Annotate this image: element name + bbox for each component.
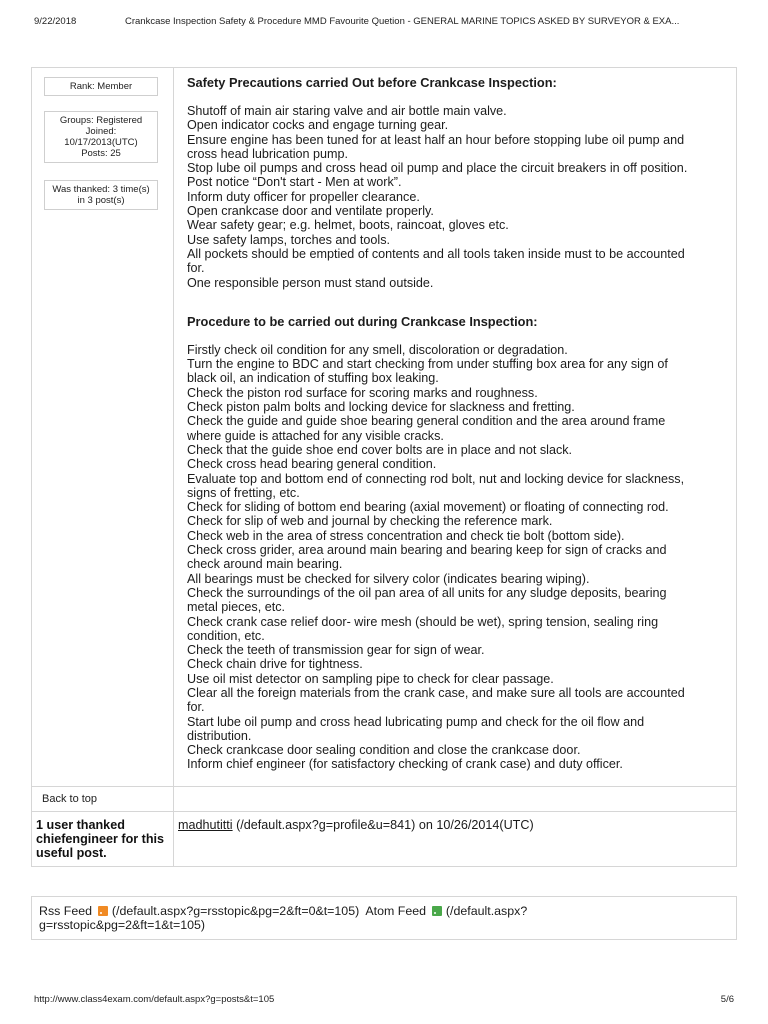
post-line: metal pieces, etc. [187, 600, 285, 615]
post-line: Post notice “Don't start - Men at work”. [187, 175, 402, 190]
post-line: Check cross head bearing general condition. [187, 457, 437, 472]
post-line: Evaluate top and bottom end of connecting rod bolt, nut and locking device for slackness, [187, 471, 685, 486]
post-line: Check the guide and guide shoe bearing general condition and the area around frame [187, 414, 666, 429]
print-header [0, 0, 768, 40]
post-line: Check for sliding of bottom end bearing (axial movement) or floating of connecting rod. [187, 500, 669, 515]
rank-box [44, 77, 158, 96]
thanked-box [44, 180, 158, 210]
post-line: cross head lubrication pump. [187, 146, 349, 161]
rss-icon[interactable] [98, 906, 108, 916]
row-divider [32, 866, 736, 867]
post-line: condition, etc. [187, 628, 265, 643]
post-line: Inform duty officer for propeller clearance. [187, 189, 420, 204]
post-line: Use safety lamps, torches and tools. [187, 232, 390, 247]
post-line: Check the teeth of transmission gear for sign of wear. [187, 643, 485, 658]
post-line: Shutoff of main air staring valve and air bottle main valve. [187, 104, 507, 118]
thanked-times: Was thanked: 3 time(s) [52, 184, 150, 195]
post-table [31, 67, 737, 867]
page-number: 5/6 [720, 994, 734, 1005]
post-line: Check crankcase door sealing condition and close the crankcase door. [187, 743, 581, 758]
atom-feed-url: (/default.aspx? [442, 904, 528, 918]
post-line: Check the surroundings of the oil pan area of all units for any sludge deposits, bearing [187, 585, 667, 600]
thanked-user-link[interactable]: madhutitti [178, 818, 233, 832]
post-line: Stop lube oil pumps and cross head oil pump and place the circuit breakers in off position. [187, 161, 688, 176]
post-line: black oil, an indication of stuffing box leaking. [187, 371, 439, 386]
feed-box [31, 896, 737, 940]
back-to-top-link[interactable]: Back to top [42, 793, 98, 805]
post-line: Check the piston rod surface for scoring marks and roughness. [187, 385, 538, 400]
post-line: All bearings must be checked for silvery color (indicates bearing wiping). [187, 571, 590, 586]
post-line: for. [187, 261, 205, 276]
page-url: http://www.class4exam.com/default.aspx?g=posts&t=105 [34, 994, 275, 1005]
post-line: for. [187, 700, 205, 715]
post-line: where guide is attached for any visible cracks. [187, 428, 444, 443]
post-line: signs of fretting, etc. [187, 485, 300, 500]
post-line: Check for slip of web and journal by checking the reference mark. [187, 514, 553, 529]
rss-feed-link[interactable]: Rss Feed [39, 904, 93, 918]
post-line: Inform chief engineer (for satisfactory checking of crank case) and duty officer. [187, 757, 623, 772]
thanks-entry [178, 818, 534, 832]
post-line: Clear all the foreign materials from the crank case, and make sure all tools are accounted [187, 685, 685, 700]
print-footer [0, 990, 768, 1010]
post-line: Check web in the area of stress concentration and check tie bolt (bottom side). [187, 528, 625, 543]
procedure-list [187, 343, 727, 772]
print-date: 9/22/2018 [34, 16, 77, 27]
joined-date: 10/17/2013(UTC) [64, 137, 138, 148]
thanks-label: 1 user thanked chiefengineer for this useful post. [36, 818, 165, 860]
atom-feed-url-cont: g=rsstopic&pg=2&ft=1&t=105) [39, 918, 206, 932]
member-info-box [44, 111, 158, 163]
thanked-posts: in 3 post(s) [77, 195, 125, 206]
rank-text: Rank: Member [69, 81, 133, 92]
document-title: Crankcase Inspection Safety & Procedure MMD Favourite Quetion - GENERAL MARINE TOPICS ASKED BY SURVEYOR & EXA... [125, 16, 680, 27]
post-line: Open crankcase door and ventilate properly. [187, 204, 434, 219]
thanks-detail: (/default.aspx?g=profile&u=841) on 10/26/2014(UTC) [232, 818, 534, 832]
atom-feed-link[interactable]: Atom Feed [365, 904, 427, 918]
row-divider [32, 811, 736, 812]
rss-feed-url: (/default.aspx?g=rsstopic&pg=2&ft=0&t=105) [108, 904, 360, 918]
post-body [187, 75, 727, 772]
post-line: Check piston palm bolts and locking device for slackness and fretting. [187, 400, 575, 415]
post-line: One responsible person must stand outside. [187, 275, 434, 290]
post-line: check around main bearing. [187, 557, 343, 572]
post-line: Firstly check oil condition for any smell, discoloration or degradation. [187, 342, 568, 357]
post-line: Check cross grider, area around main bearing and bearing keep for sign of cracks and [187, 543, 667, 558]
post-line: Ensure engine has been tuned for at least half an hour before stopping lube oil pump and [187, 132, 685, 147]
row-divider [32, 786, 736, 787]
atom-feed-icon[interactable] [432, 906, 442, 916]
column-divider [173, 68, 174, 866]
post-line: Check that the guide shoe end cover bolts are in place and not slack. [187, 442, 573, 457]
post-line: Check crank case relief door- wire mesh (should be wet), spring tension, sealing ring [187, 614, 659, 629]
post-line: Use oil mist detector on sampling pipe to check for clear passage. [187, 671, 554, 686]
post-line: distribution. [187, 728, 252, 743]
post-line: Wear safety gear; e.g. helmet, boots, raincoat, gloves etc. [187, 218, 509, 233]
joined-label: Joined: [85, 126, 117, 137]
post-line: Check chain drive for tightness. [187, 657, 363, 672]
safety-list [187, 104, 727, 290]
post-line: Turn the engine to BDC and start checking from under stuffing box area for any sign of [187, 357, 668, 372]
post-line: Open indicator cocks and engage turning gear. [187, 118, 449, 133]
post-line: Start lube oil pump and cross head lubricating pump and check for the oil flow and [187, 714, 645, 729]
post-line: All pockets should be emptied of contents and all tools taken inside must to be accounted [187, 246, 685, 261]
groups-text: Groups: Registered [59, 115, 143, 126]
procedure-heading: Procedure to be carried out during Crankcase Inspection: [187, 313, 538, 329]
posts-count: Posts: 25 [81, 148, 121, 159]
safety-heading: Safety Precautions carried Out before Crankcase Inspection: [187, 75, 557, 90]
